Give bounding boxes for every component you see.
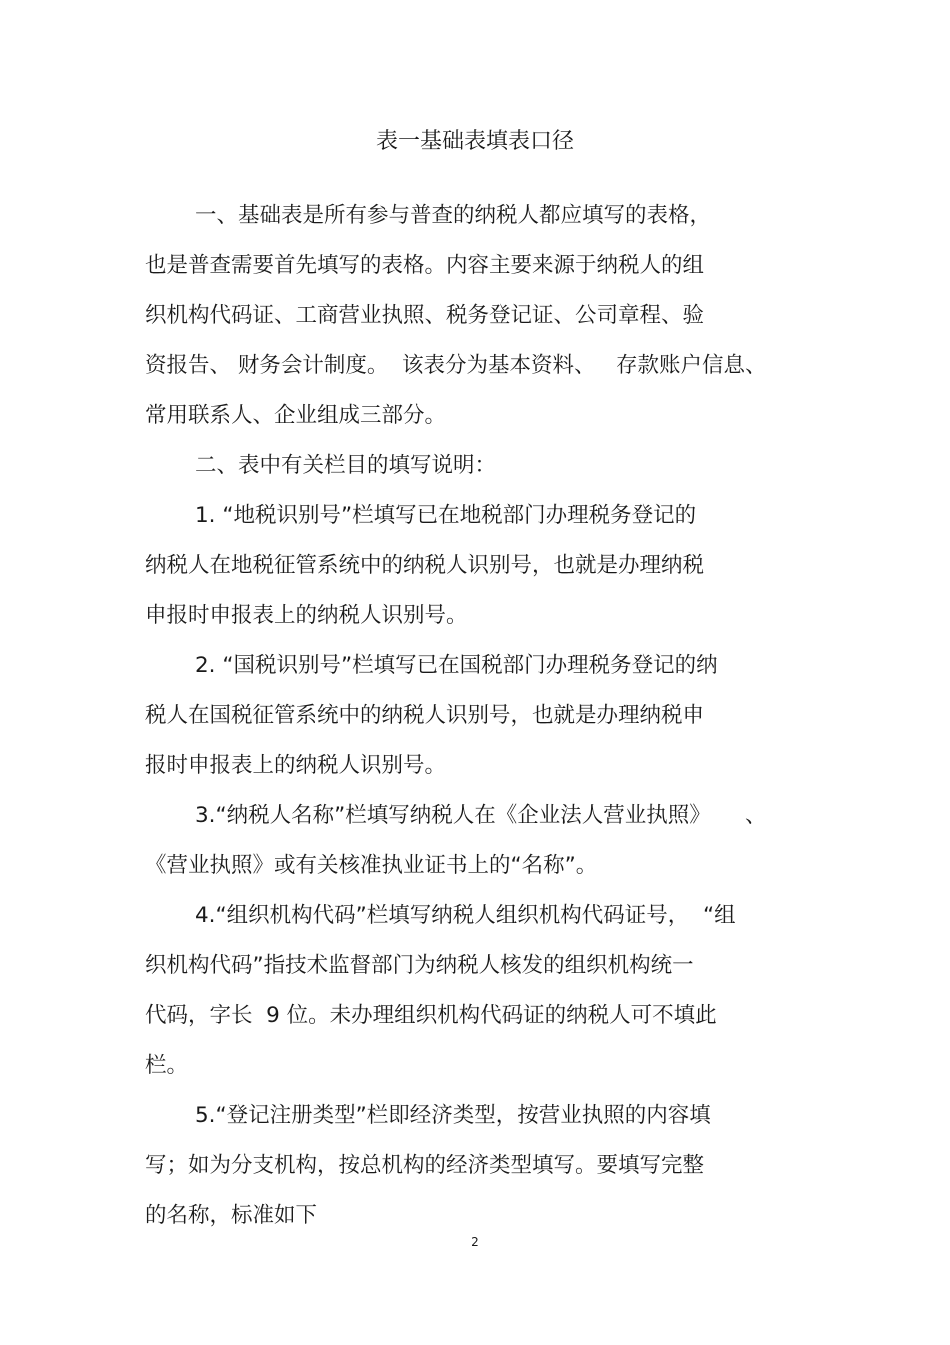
document-title: 表一基础表填表口径	[375, 129, 574, 154]
paragraph-line: 常用联系人、企业组成三部分。	[145, 403, 447, 428]
paragraph-line: 也是普查需要首先填写的表格。内容主要来源于纳税人的组	[145, 253, 705, 278]
paragraph-line: 二、表中有关栏目的填写说明：	[195, 453, 497, 478]
page-number: 2	[471, 1235, 479, 1249]
paragraph-line: 《营业执照》或有关核准执业证书上的“名称”。	[145, 853, 598, 878]
paragraph-line: 织机构代码证、工商营业执照、税务登记证、公司章程、验	[145, 303, 705, 328]
paragraph-line: 税人在国税征管系统中的纳税人识别号，也就是办理纳税申	[145, 703, 705, 728]
paragraph-line: 织机构代码”指技术监督部门为纳税人核发的组织机构统一	[145, 953, 694, 978]
paragraph-line: 一、基础表是所有参与普查的纳税人都应填写的表格，	[195, 203, 712, 228]
paragraph-line: 写；如为分支机构，按总机构的经济类型填写。要填写完整	[145, 1153, 705, 1178]
paragraph-line: 报时申报表上的纳税人识别号。	[145, 753, 447, 778]
paragraph-line: 2. “国税识别号”栏填写已在国税部门办理税务登记的纳	[195, 653, 718, 678]
paragraph-line: 纳税人在地税征管系统中的纳税人识别号，也就是办理纳税	[145, 553, 705, 578]
paragraph-line: 代码，字长 9 位。未办理组织机构代码证的纳税人可不填此	[145, 1003, 717, 1028]
paragraph-line: 申报时申报表上的纳税人识别号。	[145, 603, 468, 628]
paragraph-line: 5.“登记注册类型”栏即经济类型，按营业执照的内容填	[195, 1103, 711, 1128]
paragraph-line: 栏。	[145, 1053, 189, 1078]
paragraph-line: 1. “地税识别号”栏填写已在地税部门办理税务登记的	[195, 503, 697, 528]
paragraph-line: 资报告、 财务会计制度。 该表分为基本资料、 存款账户信息、	[145, 353, 767, 378]
paragraph-line: 3.“纳税人名称”栏填写纳税人在《企业法人营业执照》 、	[195, 803, 767, 828]
paragraph-line: 的名称，标准如下	[145, 1203, 318, 1228]
paragraph-line: 4.“组织机构代码”栏填写纳税人组织机构代码证号， “组	[195, 903, 736, 928]
